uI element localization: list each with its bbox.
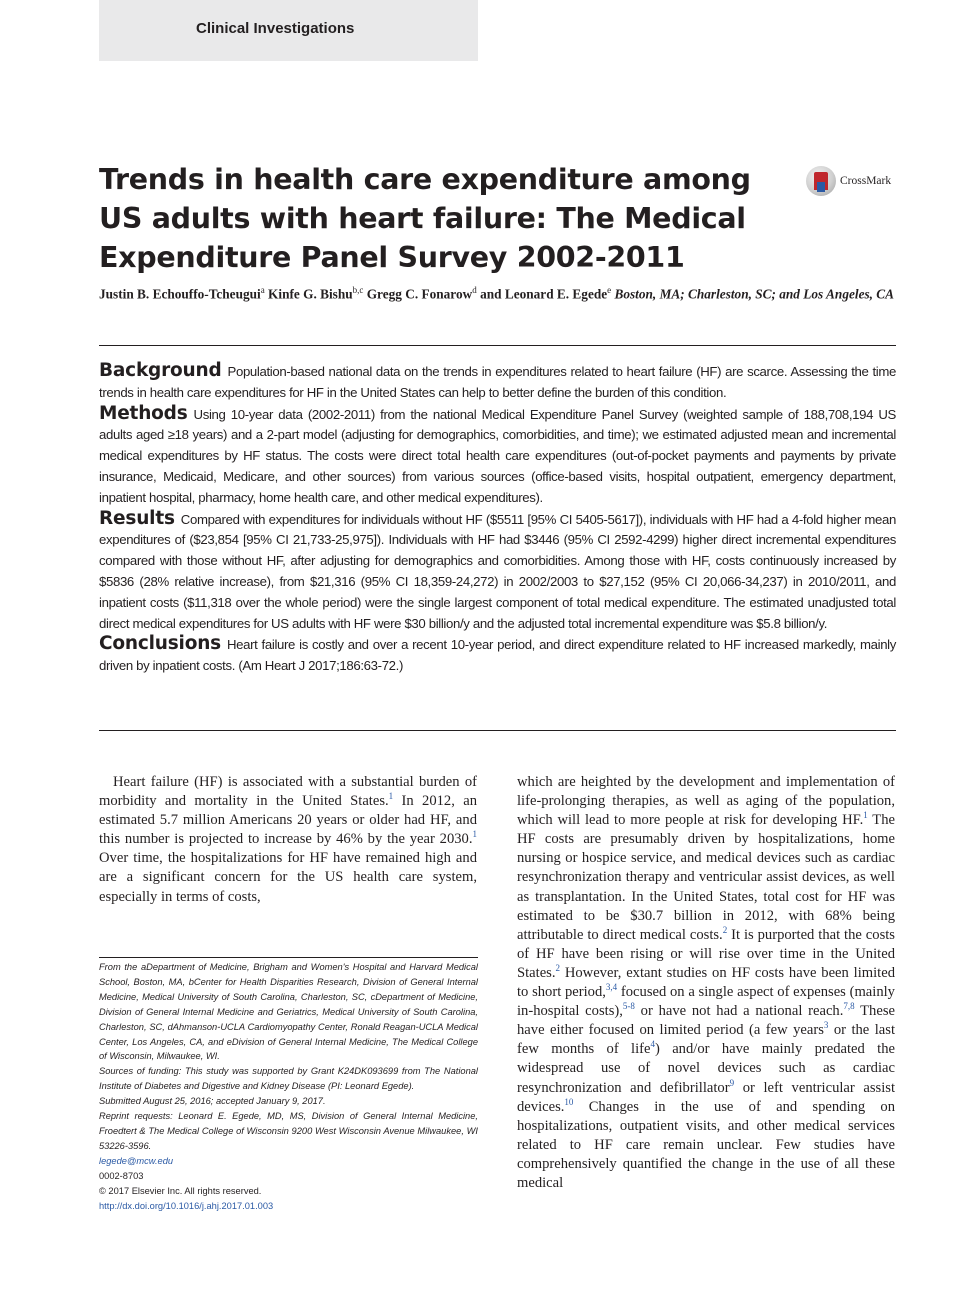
article-footnotes: [99, 957, 478, 1213]
crossmark-badge[interactable]: [806, 165, 898, 197]
reference-link[interactable]: 3,4: [605, 982, 618, 993]
reference-link[interactable]: 2: [722, 924, 728, 935]
abstract-background: Background Population-based national data on the trends in expenditures related to heart failure (HF) are scarce. Assessing the time trends in health care expenditures for HF in the United States can help to better define the burden of this condition.: [99, 360, 896, 400]
abstract-conclusions: Conclusions Heart failure is costly and over a recent 10-year period, and direct expenditure related to HF increased markedly, mainly driven by inpatient costs. (Am Heart J 2017;186:63-72.): [99, 633, 896, 674]
author-name: Gregg C. Fonarow: [366, 286, 473, 302]
doi-link[interactable]: http://dx.doi.org/10.1016/j.ahj.2017.01.003: [99, 1200, 274, 1211]
reference-link[interactable]: 3: [823, 1020, 829, 1031]
abstract-bottom-divider: [99, 730, 896, 731]
submission-dates: Submitted August 25, 2016; accepted January 9, 2017.: [99, 1096, 326, 1107]
abstract-top-divider: [99, 345, 896, 346]
author-locations: Boston, MA; Charleston, SC; and Los Angeles, CA: [614, 286, 895, 302]
section-header-tab: [99, 0, 478, 61]
section-label: Clinical Investigations: [196, 20, 355, 37]
affiliations: From the aDepartment of Medicine, Brigham and Women's Hospital and Harvard Medical School, Boston, MA, bCenter for Health Disparities Research, Division of General Internal Medicine, Medical University of South Carolina, Charleston, SC, cDepartment of Medicine, Division of General Internal Medicine and Geriatrics, Medical University of South Carolina, Charleston, SC, dAhmanson-UCLA Cardiomyopathy Center, Ronald Reagan-UCLA Medical Center, Los Angeles, CA, and eDivision of General Internal Medicine, The Medical College of Wisconsin, Milwaukee, WI.: [99, 962, 478, 1062]
email-link[interactable]: legede@mcw.edu: [99, 1155, 174, 1166]
abstract-heading: Background: [99, 360, 222, 381]
abstract-heading: Results: [99, 507, 175, 529]
reference-link[interactable]: 1: [472, 829, 477, 840]
crossmark-label: CrossMark: [840, 175, 892, 187]
crossmark-icon: [806, 166, 836, 196]
body-column-right: [517, 773, 895, 1193]
article-title: Trends in health care expenditure among US adults with heart failure: The Medical Expenditure Panel Survey 2002-2011: [99, 163, 751, 274]
footnote-divider: [99, 957, 478, 958]
reference-link[interactable]: 9: [729, 1077, 735, 1088]
reference-link[interactable]: 4: [650, 1039, 655, 1050]
author-name: Kinfe G. Bishu: [268, 286, 353, 302]
reprint-requests: Reprint requests: Leonard E. Egede, MD, MS, Division of General Internal Medicine, Froedtert & The Medical College of Wisconsin 9200 West Wisconsin Avenue Milwaukee, WI 53226-3596.: [99, 1111, 478, 1151]
abstract-results: Results Compared with expenditures for individuals without HF ($5511 [95% CI 5405-5617]), individuals with HF had a 4-fold higher mean expenditures of ($23,854 [95% CI 21,733-25,975]). Individuals with HF had $3446 (95% CI 2592-4299) higher direct incremental expenditures compared with those without HF, after adjusting for demographics and comorbidities. Among those with HF, costs continuously increased by $5836 (28% relative increase), from $21,316 (95% CI 18,359-24,272) in 2002/2003 to $27,152 (95% CI 20,066-34,237) in 2010/2011, and inpatient costs ($11,318 over the whole period) were the single largest component of total medical expenditure. The estimated unadjusted total direct medical expenditures for US adults with HF were $30 billion/y and the adjusted total incremental expenditure was $5.8 billion/y.: [99, 507, 896, 631]
abstract-heading: Methods: [99, 402, 188, 424]
reference-link[interactable]: 5-8: [622, 1001, 635, 1012]
author-name: Justin B. Echouffo-Tcheugui: [99, 286, 261, 302]
funding-note: Sources of funding: This study was supported by Grant K24DK093699 from The National Institute of Diabetes and Digestive and Kidney Disease (PI: Leonard Egede).: [99, 1066, 478, 1092]
body-column-left: [99, 773, 477, 907]
issn: 0002-8703: [99, 1170, 144, 1181]
author-name: and Leonard E. Egede: [480, 286, 608, 302]
abstract-heading: Conclusions: [99, 633, 221, 655]
body-paragraph: Heart failure (HF) is associated with a substantial burden of morbidity and mortality in the United States.$^1$ In 2012, an estimated 5.7 million Americans 20 years or older had HF, and this number is projected to increase by 46% by the year 2030.$^1$ Over time, the hospitalizations for HF have remained high and are a significant concern for the US health care system, especially in terms of costs,: [99, 774, 477, 905]
reference-link[interactable]: 1: [863, 810, 868, 821]
copyright: © 2017 Elsevier Inc. All rights reserved.: [99, 1185, 262, 1196]
reference-link[interactable]: 10: [564, 1096, 574, 1107]
reference-link[interactable]: 2: [555, 963, 561, 974]
reference-link[interactable]: 1: [388, 791, 394, 802]
abstract: [99, 361, 896, 677]
reference-link[interactable]: 7,8: [843, 1001, 855, 1012]
body-paragraph: which are heighted by the development and implementation of life-prolonging therapies, as well as aging of the population, which will lead to more people at risk for developing HF.$^1$ The HF costs are presumably driven by hospitalizations, home nursing or hospice service, and medical devices such as cardiac resynchronization therapy and ventricular assist devices, as well as transplantation. In the United States, total cost for HF was estimated to be $30.7 billion in 2012, with 68% being attributable to direct medical costs.$^2$ It is purported that the costs of HF have been rising or will rise over time in the United States.$^2$ However, extant studies on HF costs have been limited to short period,$^{3,4}$ focused on a single aspect of expenses (mainly in-hospital costs),$^{5-8}$ or have not had a national reach.$^{7,8}$ These have either focused on limited period (a few years$^3$ or the last few months of life$^4$) and/or have mainly predated the widespread use of novel devices such as cardiac resynchronization and defibrillator$^9$ or left ventricular assist devices.$^{10}$ Changes in the use of and spending on hospitalizations, outpatient visits, and other medical services related to HF care remain unclear. Few studies have comprehensively quantified the change in the use of all these medical: [517, 774, 896, 1191]
abstract-methods: Methods Using 10-year data (2002-2011) from the national Medical Expenditure Panel Survey (weighted sample of 188,708,194 US adults aged ≥18 years) and a 2-part model (adjusting for demographics, comorbidities, and time); we estimated adjusted mean and incremental medical expenditures by HF status. The costs were direct total health care expenditures (out-of-pocket payments and payments by private insurance, Medicaid, Medicare, and other sources) from various sources (office-based visits, hospital outpatient, emergency department, inpatient hospital, pharmacy, home health care, and other medical expenditures).: [99, 402, 896, 505]
author-list: Justin B. Echouffo-Tcheugui$^a$ Kinfe G. Bishu$^{b,c}$ Gregg C. Fonarow$^d$ and Leonard E. Egede$^e$ Boston, MA; Charleston, SC; and Los Angeles, CA: [99, 285, 895, 302]
